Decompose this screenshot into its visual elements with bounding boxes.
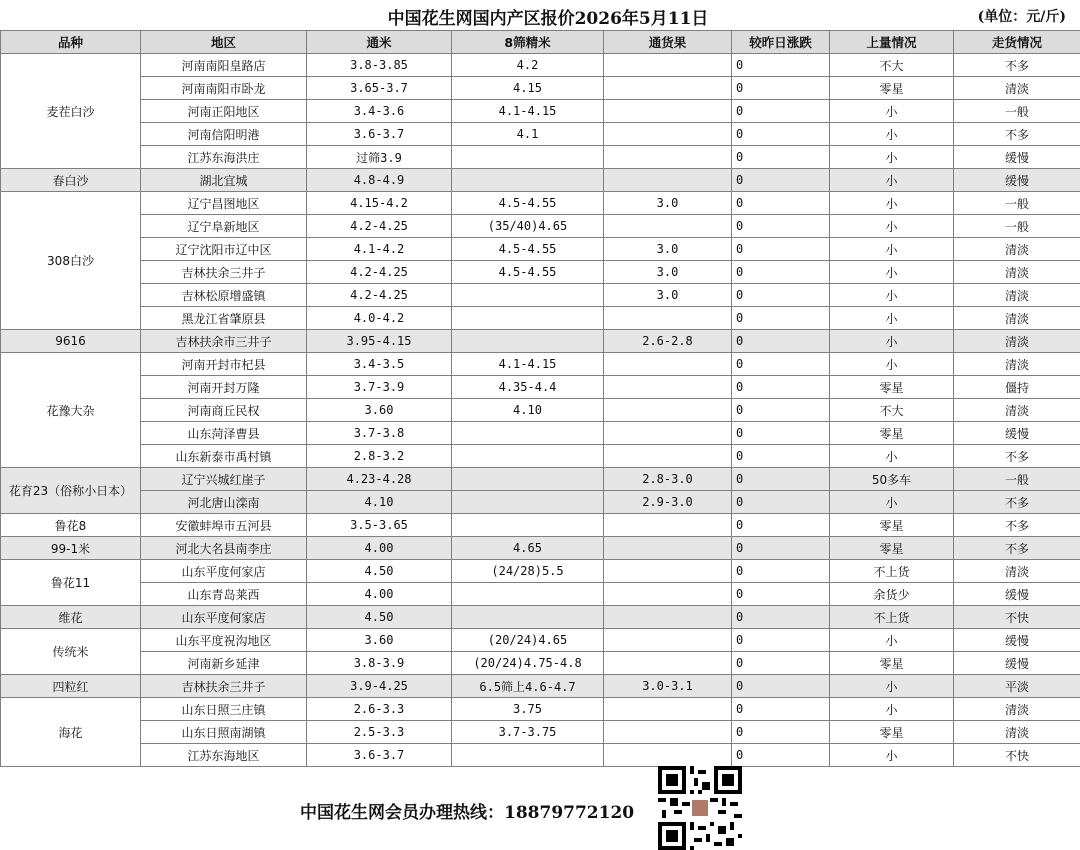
table-row bbox=[1, 307, 1080, 330]
tongguo-cell bbox=[604, 606, 732, 629]
tongmi-cell: 3.6-3.7 bbox=[307, 744, 452, 767]
sales-cell: 不快 bbox=[954, 606, 1080, 629]
table-row bbox=[1, 491, 1080, 514]
region-cell: 河南信阳明港 bbox=[141, 123, 307, 146]
jingmi-cell: (35/40)4.65 bbox=[452, 215, 604, 238]
region-cell: 黑龙江省肇原县 bbox=[141, 307, 307, 330]
col-header: 8筛精米 bbox=[452, 31, 604, 54]
jingmi-cell: 4.35-4.4 bbox=[452, 376, 604, 399]
table-row bbox=[1, 215, 1080, 238]
supply-cell: 小 bbox=[830, 123, 954, 146]
change-cell: 0 bbox=[732, 514, 830, 537]
change-cell: 0 bbox=[732, 606, 830, 629]
jingmi-cell: 6.5筛上4.6-4.7 bbox=[452, 675, 604, 698]
tongguo-cell bbox=[604, 629, 732, 652]
jingmi-cell bbox=[452, 468, 604, 491]
sales-cell: 不多 bbox=[954, 54, 1080, 77]
region-cell: 山东新泰市禹村镇 bbox=[141, 445, 307, 468]
sales-cell: 清淡 bbox=[954, 238, 1080, 261]
change-cell: 0 bbox=[732, 629, 830, 652]
tongmi-cell: 4.23-4.28 bbox=[307, 468, 452, 491]
tongmi-cell: 3.65-3.7 bbox=[307, 77, 452, 100]
table-row bbox=[1, 560, 1080, 583]
table-row bbox=[1, 583, 1080, 606]
change-cell: 0 bbox=[732, 261, 830, 284]
sales-cell: 清淡 bbox=[954, 698, 1080, 721]
tongmi-cell: 3.60 bbox=[307, 399, 452, 422]
sales-cell: 缓慢 bbox=[954, 583, 1080, 606]
tongguo-cell bbox=[604, 537, 732, 560]
supply-cell: 小 bbox=[830, 100, 954, 123]
col-header: 较昨日涨跌 bbox=[732, 31, 830, 54]
sales-cell: 不快 bbox=[954, 744, 1080, 767]
jingmi-cell: 4.5-4.55 bbox=[452, 192, 604, 215]
change-cell: 0 bbox=[732, 307, 830, 330]
supply-cell: 小 bbox=[830, 698, 954, 721]
region-cell: 安徽蚌埠市五河县 bbox=[141, 514, 307, 537]
jingmi-cell: 4.5-4.55 bbox=[452, 261, 604, 284]
region-cell: 吉林扶余三井子 bbox=[141, 675, 307, 698]
change-cell: 0 bbox=[732, 399, 830, 422]
region-cell: 河南正阳地区 bbox=[141, 100, 307, 123]
jingmi-cell: 4.5-4.55 bbox=[452, 238, 604, 261]
tongmi-cell: 4.00 bbox=[307, 537, 452, 560]
variety-cell: 鲁花8 bbox=[1, 514, 141, 537]
tongmi-cell: 4.2-4.25 bbox=[307, 215, 452, 238]
table-row bbox=[1, 146, 1080, 169]
jingmi-cell bbox=[452, 307, 604, 330]
tongmi-cell: 3.4-3.5 bbox=[307, 353, 452, 376]
tongguo-cell: 3.0-3.1 bbox=[604, 675, 732, 698]
supply-cell: 零星 bbox=[830, 514, 954, 537]
tongmi-cell: 4.50 bbox=[307, 606, 452, 629]
jingmi-cell: (20/24)4.65 bbox=[452, 629, 604, 652]
tongmi-cell: 3.6-3.7 bbox=[307, 123, 452, 146]
region-cell: 辽宁兴城红崖子 bbox=[141, 468, 307, 491]
tongguo-cell: 3.0 bbox=[604, 284, 732, 307]
table-row bbox=[1, 353, 1080, 376]
supply-cell: 小 bbox=[830, 169, 954, 192]
price-table bbox=[0, 30, 1080, 767]
jingmi-cell bbox=[452, 330, 604, 353]
tongguo-cell bbox=[604, 514, 732, 537]
region-cell: 河南开封市杞县 bbox=[141, 353, 307, 376]
change-cell: 0 bbox=[732, 468, 830, 491]
tongguo-cell bbox=[604, 146, 732, 169]
change-cell: 0 bbox=[732, 284, 830, 307]
table-row bbox=[1, 537, 1080, 560]
jingmi-cell: 4.65 bbox=[452, 537, 604, 560]
change-cell: 0 bbox=[732, 652, 830, 675]
change-cell: 0 bbox=[732, 54, 830, 77]
header-row bbox=[1, 31, 1080, 54]
change-cell: 0 bbox=[732, 330, 830, 353]
member-hotline: 中国花生网会员办理热线：18879772120 bbox=[300, 803, 635, 823]
region-cell: 吉林扶余三井子 bbox=[141, 261, 307, 284]
col-header: 通米 bbox=[307, 31, 452, 54]
table-row bbox=[1, 284, 1080, 307]
variety-cell: 四粒红 bbox=[1, 675, 141, 698]
jingmi-cell: 4.10 bbox=[452, 399, 604, 422]
change-cell: 0 bbox=[732, 537, 830, 560]
table-row bbox=[1, 652, 1080, 675]
tongguo-cell: 2.6-2.8 bbox=[604, 330, 732, 353]
tongmi-cell: 4.2-4.25 bbox=[307, 261, 452, 284]
tongguo-cell: 2.9-3.0 bbox=[604, 491, 732, 514]
tongguo-cell bbox=[604, 100, 732, 123]
region-cell: 湖北宜城 bbox=[141, 169, 307, 192]
sales-cell: 清淡 bbox=[954, 307, 1080, 330]
sales-cell: 僵持 bbox=[954, 376, 1080, 399]
supply-cell: 不大 bbox=[830, 54, 954, 77]
tongmi-cell: 2.8-3.2 bbox=[307, 445, 452, 468]
variety-cell: 麦茬白沙 bbox=[1, 54, 141, 169]
tongmi-cell: 4.2-4.25 bbox=[307, 284, 452, 307]
tongguo-cell bbox=[604, 376, 732, 399]
change-cell: 0 bbox=[732, 376, 830, 399]
region-cell: 江苏东海地区 bbox=[141, 744, 307, 767]
table-row bbox=[1, 123, 1080, 146]
sales-cell: 清淡 bbox=[954, 353, 1080, 376]
tongmi-cell: 3.7-3.8 bbox=[307, 422, 452, 445]
footer bbox=[0, 766, 1080, 850]
tongguo-cell bbox=[604, 652, 732, 675]
table-row bbox=[1, 721, 1080, 744]
supply-cell: 零星 bbox=[830, 77, 954, 100]
region-cell: 山东日照南湖镇 bbox=[141, 721, 307, 744]
sales-cell: 不多 bbox=[954, 123, 1080, 146]
table-row bbox=[1, 376, 1080, 399]
supply-cell: 零星 bbox=[830, 652, 954, 675]
sales-cell: 一般 bbox=[954, 100, 1080, 123]
supply-cell: 零星 bbox=[830, 376, 954, 399]
supply-cell: 小 bbox=[830, 353, 954, 376]
change-cell: 0 bbox=[732, 744, 830, 767]
jingmi-cell: 4.2 bbox=[452, 54, 604, 77]
tongmi-cell: 3.7-3.9 bbox=[307, 376, 452, 399]
tongguo-cell: 2.8-3.0 bbox=[604, 468, 732, 491]
table-row bbox=[1, 445, 1080, 468]
unit-label: (单位：元/斤) bbox=[977, 9, 1066, 25]
tongguo-cell bbox=[604, 721, 732, 744]
region-cell: 山东菏泽曹县 bbox=[141, 422, 307, 445]
tongguo-cell bbox=[604, 353, 732, 376]
change-cell: 0 bbox=[732, 77, 830, 100]
sales-cell: 缓慢 bbox=[954, 629, 1080, 652]
table-row bbox=[1, 744, 1080, 767]
qr-code-icon bbox=[656, 766, 744, 850]
tongmi-cell: 4.15-4.2 bbox=[307, 192, 452, 215]
supply-cell: 不上货 bbox=[830, 560, 954, 583]
sales-cell: 缓慢 bbox=[954, 652, 1080, 675]
table-row bbox=[1, 54, 1080, 77]
tongmi-cell: 3.95-4.15 bbox=[307, 330, 452, 353]
region-cell: 江苏东海洪庄 bbox=[141, 146, 307, 169]
region-cell: 河南商丘民权 bbox=[141, 399, 307, 422]
change-cell: 0 bbox=[732, 560, 830, 583]
jingmi-cell: 4.1-4.15 bbox=[452, 353, 604, 376]
sales-cell: 缓慢 bbox=[954, 146, 1080, 169]
region-cell: 辽宁沈阳市辽中区 bbox=[141, 238, 307, 261]
sales-cell: 清淡 bbox=[954, 560, 1080, 583]
jingmi-cell bbox=[452, 744, 604, 767]
table-row bbox=[1, 629, 1080, 652]
tongmi-cell: 3.4-3.6 bbox=[307, 100, 452, 123]
jingmi-cell: (24/28)5.5 bbox=[452, 560, 604, 583]
change-cell: 0 bbox=[732, 100, 830, 123]
supply-cell: 不大 bbox=[830, 399, 954, 422]
jingmi-cell bbox=[452, 445, 604, 468]
supply-cell: 小 bbox=[830, 261, 954, 284]
tongmi-cell: 4.8-4.9 bbox=[307, 169, 452, 192]
change-cell: 0 bbox=[732, 698, 830, 721]
tongguo-cell bbox=[604, 583, 732, 606]
change-cell: 0 bbox=[732, 422, 830, 445]
tongguo-cell: 3.0 bbox=[604, 192, 732, 215]
tongmi-cell: 3.60 bbox=[307, 629, 452, 652]
tongmi-cell: 3.9-4.25 bbox=[307, 675, 452, 698]
sales-cell: 清淡 bbox=[954, 399, 1080, 422]
supply-cell: 小 bbox=[830, 215, 954, 238]
report-title: 中国花生网国内产区报价2026年5月11日 bbox=[387, 9, 709, 29]
region-cell: 山东平度祝沟地区 bbox=[141, 629, 307, 652]
tongguo-cell bbox=[604, 445, 732, 468]
variety-cell: 传统米 bbox=[1, 629, 141, 675]
table-row bbox=[1, 77, 1080, 100]
sales-cell: 清淡 bbox=[954, 77, 1080, 100]
jingmi-cell bbox=[452, 169, 604, 192]
change-cell: 0 bbox=[732, 353, 830, 376]
sales-cell: 清淡 bbox=[954, 721, 1080, 744]
sales-cell: 平淡 bbox=[954, 675, 1080, 698]
region-cell: 辽宁阜新地区 bbox=[141, 215, 307, 238]
table-row bbox=[1, 238, 1080, 261]
region-cell: 山东日照三庄镇 bbox=[141, 698, 307, 721]
jingmi-cell: 4.1-4.15 bbox=[452, 100, 604, 123]
tongguo-cell bbox=[604, 123, 732, 146]
table-row bbox=[1, 192, 1080, 215]
region-cell: 河北唐山滦南 bbox=[141, 491, 307, 514]
supply-cell: 小 bbox=[830, 629, 954, 652]
tongguo-cell bbox=[604, 744, 732, 767]
region-cell: 吉林扶余市三井子 bbox=[141, 330, 307, 353]
jingmi-cell bbox=[452, 146, 604, 169]
tongmi-cell: 4.50 bbox=[307, 560, 452, 583]
region-cell: 吉林松原增盛镇 bbox=[141, 284, 307, 307]
change-cell: 0 bbox=[732, 123, 830, 146]
table-row bbox=[1, 468, 1080, 491]
change-cell: 0 bbox=[732, 169, 830, 192]
tongmi-cell: 4.00 bbox=[307, 583, 452, 606]
region-cell: 山东平度何家店 bbox=[141, 560, 307, 583]
jingmi-cell bbox=[452, 491, 604, 514]
sales-cell: 不多 bbox=[954, 445, 1080, 468]
table-row bbox=[1, 100, 1080, 123]
tongmi-cell: 4.0-4.2 bbox=[307, 307, 452, 330]
tongmi-cell: 2.5-3.3 bbox=[307, 721, 452, 744]
supply-cell: 小 bbox=[830, 445, 954, 468]
jingmi-cell bbox=[452, 422, 604, 445]
sales-cell: 一般 bbox=[954, 468, 1080, 491]
tongguo-cell bbox=[604, 77, 732, 100]
sales-cell: 清淡 bbox=[954, 330, 1080, 353]
tongmi-cell: 3.8-3.9 bbox=[307, 652, 452, 675]
change-cell: 0 bbox=[732, 721, 830, 744]
sales-cell: 一般 bbox=[954, 215, 1080, 238]
variety-cell: 99-1米 bbox=[1, 537, 141, 560]
supply-cell: 余货少 bbox=[830, 583, 954, 606]
jingmi-cell bbox=[452, 514, 604, 537]
tongguo-cell bbox=[604, 54, 732, 77]
sales-cell: 缓慢 bbox=[954, 169, 1080, 192]
tongmi-cell: 4.10 bbox=[307, 491, 452, 514]
tongmi-cell: 过筛3.9 bbox=[307, 146, 452, 169]
change-cell: 0 bbox=[732, 491, 830, 514]
col-header: 通货果 bbox=[604, 31, 732, 54]
supply-cell: 50多车 bbox=[830, 468, 954, 491]
supply-cell: 小 bbox=[830, 307, 954, 330]
tongguo-cell bbox=[604, 560, 732, 583]
supply-cell: 小 bbox=[830, 675, 954, 698]
supply-cell: 小 bbox=[830, 284, 954, 307]
supply-cell: 小 bbox=[830, 238, 954, 261]
jingmi-cell: 3.7-3.75 bbox=[452, 721, 604, 744]
table-row bbox=[1, 422, 1080, 445]
variety-cell: 花育23（俗称小日本） bbox=[1, 468, 141, 514]
region-cell: 河北大名县南李庄 bbox=[141, 537, 307, 560]
sales-cell: 不多 bbox=[954, 514, 1080, 537]
report-title-bar bbox=[0, 0, 1080, 32]
supply-cell: 零星 bbox=[830, 537, 954, 560]
variety-cell: 308白沙 bbox=[1, 192, 141, 330]
change-cell: 0 bbox=[732, 238, 830, 261]
variety-cell: 花豫大杂 bbox=[1, 353, 141, 468]
tongmi-cell: 3.5-3.65 bbox=[307, 514, 452, 537]
change-cell: 0 bbox=[732, 192, 830, 215]
region-cell: 河南新乡延津 bbox=[141, 652, 307, 675]
tongguo-cell: 3.0 bbox=[604, 261, 732, 284]
sales-cell: 清淡 bbox=[954, 261, 1080, 284]
change-cell: 0 bbox=[732, 445, 830, 468]
table-row bbox=[1, 606, 1080, 629]
jingmi-cell: 3.75 bbox=[452, 698, 604, 721]
sales-cell: 一般 bbox=[954, 192, 1080, 215]
tongmi-cell: 2.6-3.3 bbox=[307, 698, 452, 721]
supply-cell: 小 bbox=[830, 744, 954, 767]
change-cell: 0 bbox=[732, 146, 830, 169]
table-row bbox=[1, 698, 1080, 721]
supply-cell: 零星 bbox=[830, 721, 954, 744]
jingmi-cell bbox=[452, 583, 604, 606]
supply-cell: 零星 bbox=[830, 422, 954, 445]
change-cell: 0 bbox=[732, 675, 830, 698]
variety-cell: 春白沙 bbox=[1, 169, 141, 192]
table-row bbox=[1, 330, 1080, 353]
region-cell: 河南南阳市卧龙 bbox=[141, 77, 307, 100]
change-cell: 0 bbox=[732, 215, 830, 238]
region-cell: 河南南阳皇路店 bbox=[141, 54, 307, 77]
col-header: 走货情况 bbox=[954, 31, 1080, 54]
variety-cell: 鲁花11 bbox=[1, 560, 141, 606]
tongguo-cell: 3.0 bbox=[604, 238, 732, 261]
supply-cell: 小 bbox=[830, 146, 954, 169]
tongguo-cell bbox=[604, 215, 732, 238]
jingmi-cell bbox=[452, 284, 604, 307]
sales-cell: 清淡 bbox=[954, 284, 1080, 307]
tongguo-cell bbox=[604, 169, 732, 192]
col-header: 地区 bbox=[141, 31, 307, 54]
tongmi-cell: 4.1-4.2 bbox=[307, 238, 452, 261]
region-cell: 河南开封万隆 bbox=[141, 376, 307, 399]
supply-cell: 小 bbox=[830, 330, 954, 353]
sales-cell: 不多 bbox=[954, 491, 1080, 514]
supply-cell: 小 bbox=[830, 491, 954, 514]
table-row bbox=[1, 675, 1080, 698]
jingmi-cell bbox=[452, 606, 604, 629]
tongmi-cell: 3.8-3.85 bbox=[307, 54, 452, 77]
supply-cell: 不上货 bbox=[830, 606, 954, 629]
table-row bbox=[1, 514, 1080, 537]
region-cell: 山东青岛莱西 bbox=[141, 583, 307, 606]
table-row bbox=[1, 399, 1080, 422]
tongguo-cell bbox=[604, 399, 732, 422]
jingmi-cell: 4.15 bbox=[452, 77, 604, 100]
variety-cell: 9616 bbox=[1, 330, 141, 353]
col-header: 上量情况 bbox=[830, 31, 954, 54]
tongguo-cell bbox=[604, 698, 732, 721]
tongguo-cell bbox=[604, 422, 732, 445]
variety-cell: 维花 bbox=[1, 606, 141, 629]
change-cell: 0 bbox=[732, 583, 830, 606]
region-cell: 山东平度何家店 bbox=[141, 606, 307, 629]
table-row bbox=[1, 169, 1080, 192]
tongguo-cell bbox=[604, 307, 732, 330]
variety-cell: 海花 bbox=[1, 698, 141, 767]
sales-cell: 缓慢 bbox=[954, 422, 1080, 445]
supply-cell: 小 bbox=[830, 192, 954, 215]
jingmi-cell: 4.1 bbox=[452, 123, 604, 146]
col-header: 品种 bbox=[1, 31, 141, 54]
price-table-body bbox=[1, 54, 1080, 767]
sales-cell: 不多 bbox=[954, 537, 1080, 560]
jingmi-cell: (20/24)4.75-4.8 bbox=[452, 652, 604, 675]
table-row bbox=[1, 261, 1080, 284]
region-cell: 辽宁昌图地区 bbox=[141, 192, 307, 215]
